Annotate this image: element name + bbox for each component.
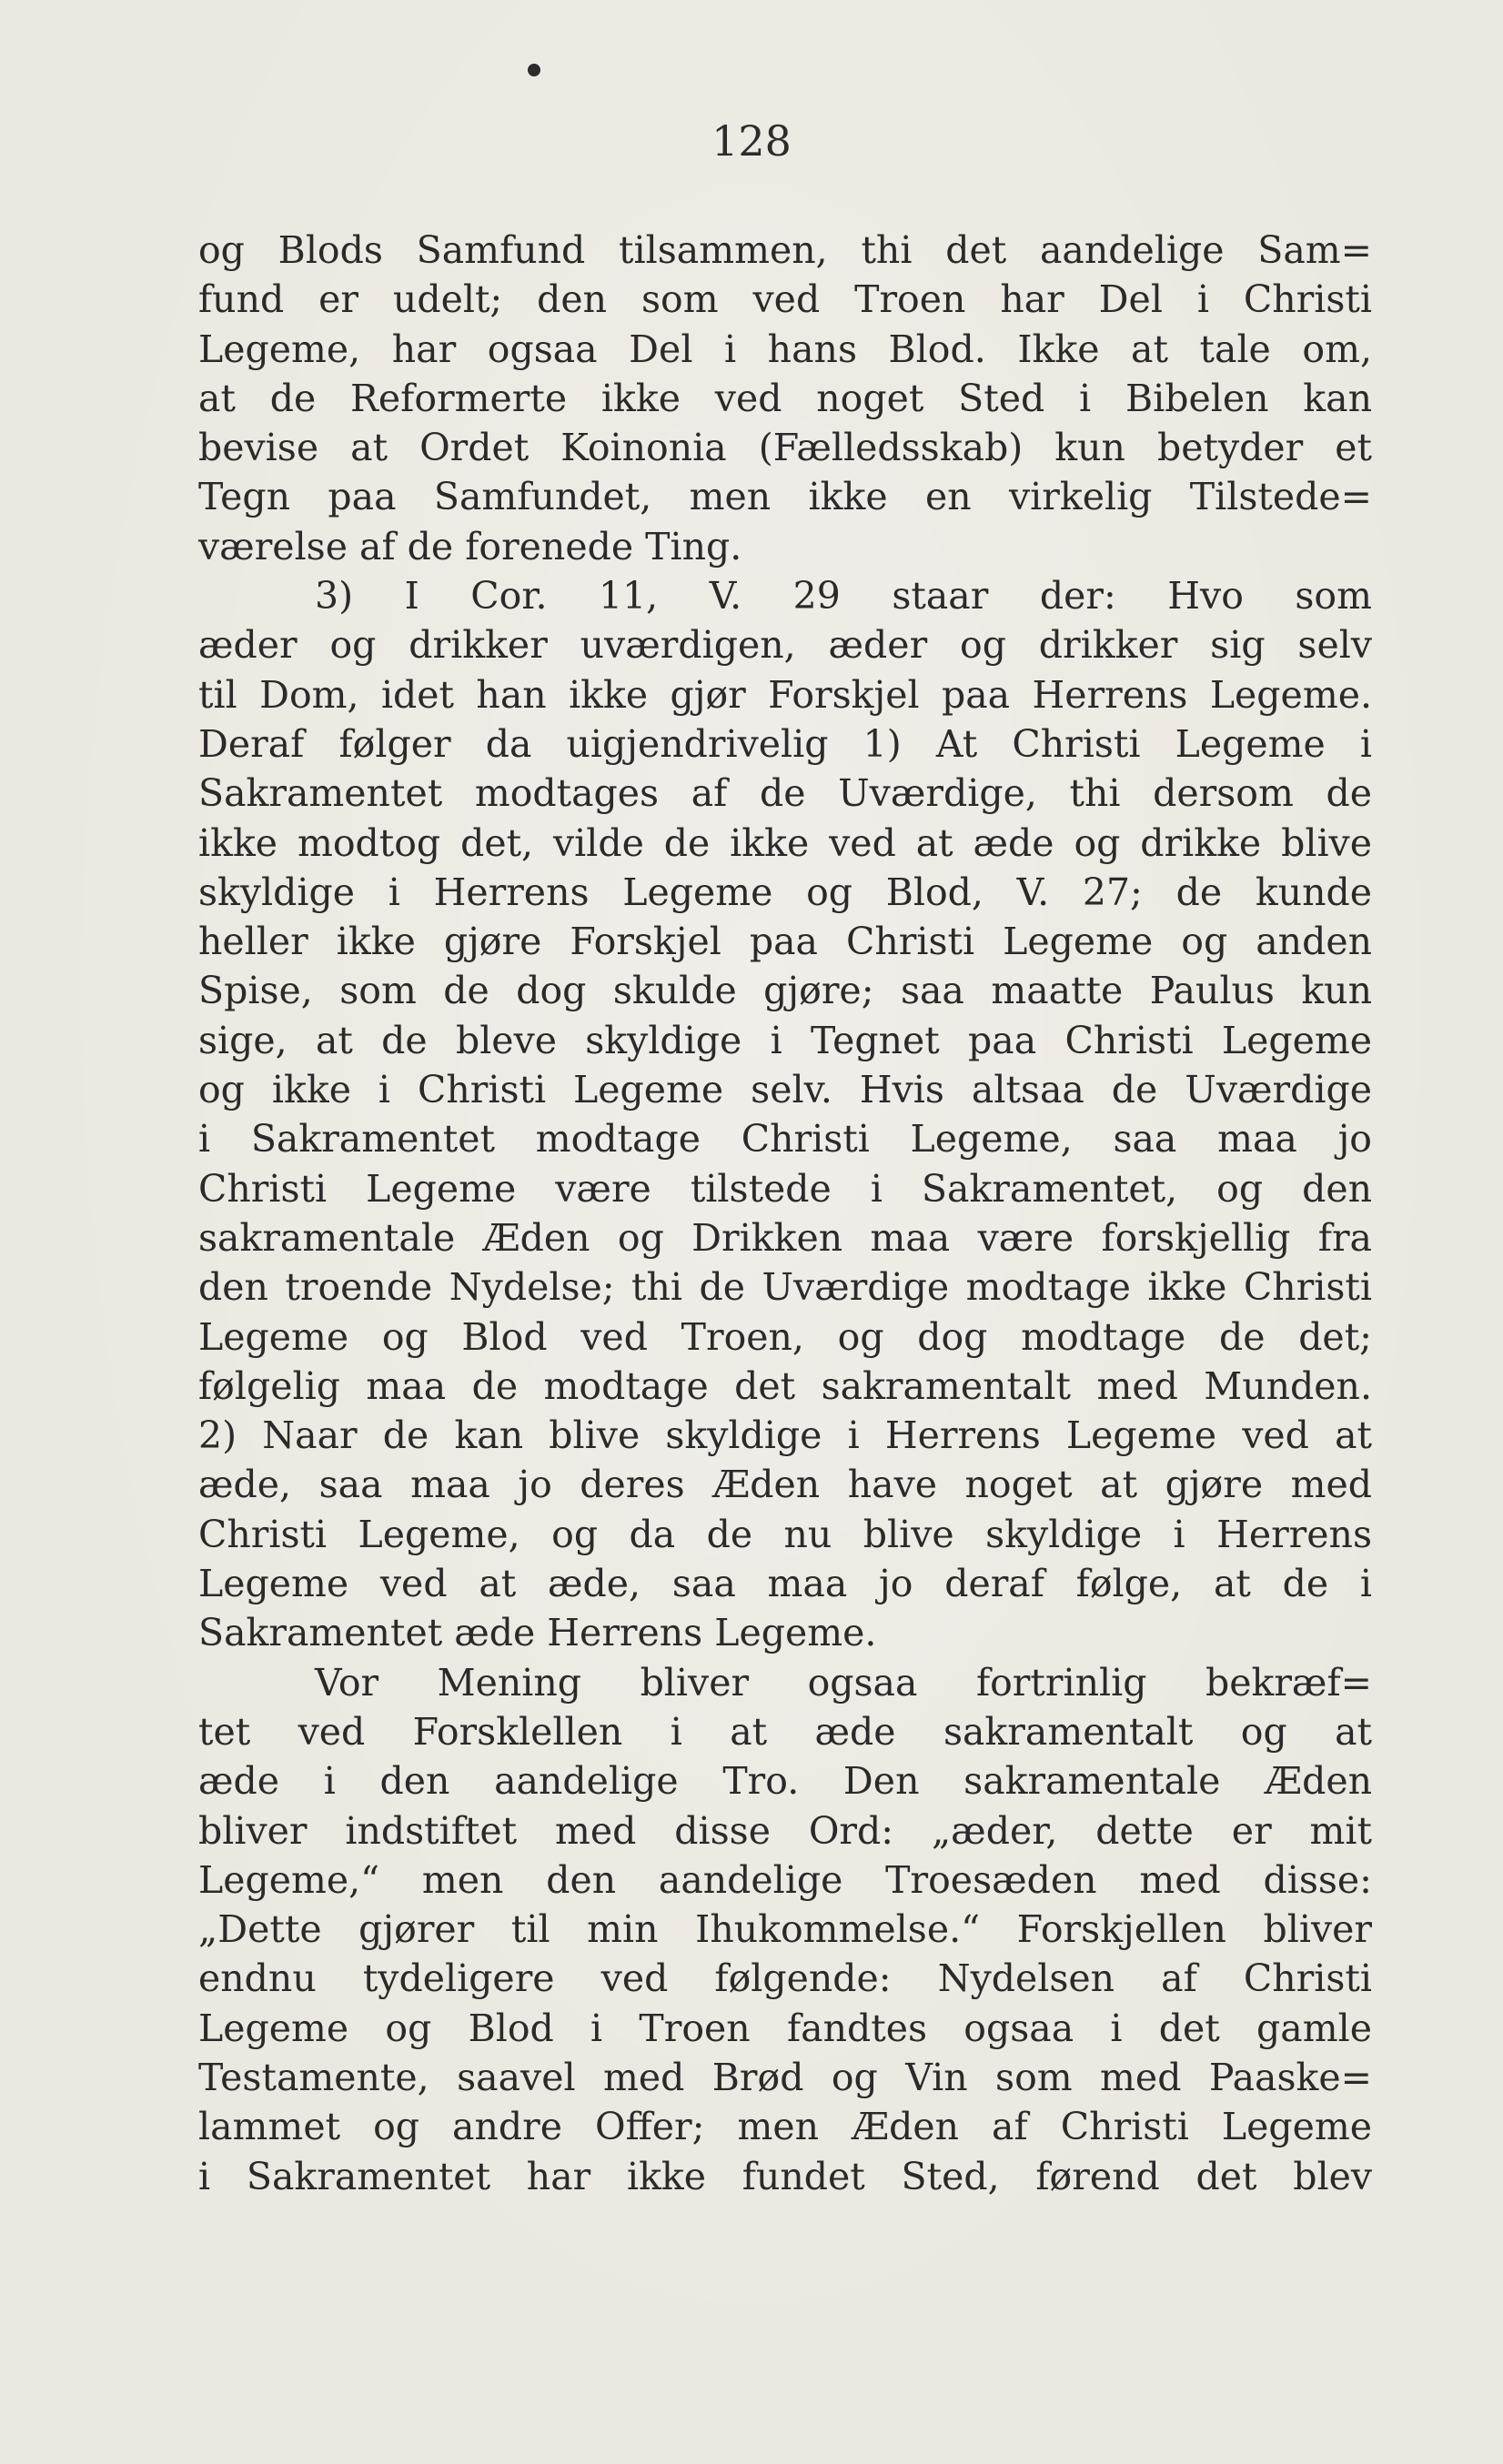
text-line: Sakramentet modtages af de Uværdige, thi dersom de xyxy=(198,771,1372,816)
text-line: heller ikke gjøre Forskjel paa Christi Legeme og anden xyxy=(198,920,1372,964)
text-line: bevise at Ordet Koinonia (Fælledsskab) kun betyder et xyxy=(198,426,1372,470)
text-line: Spise, som de dog skulde gjøre; saa maatte Paulus kun xyxy=(198,969,1372,1013)
text-line: tet ved Forsklellen i at æde sakramentalt og at xyxy=(198,1709,1372,1754)
text-line: bliver indstiftet med disse Ord: „æder, dette er mit xyxy=(198,1808,1372,1853)
text-line: æder og drikker uværdigen, æder og drikker sig selv xyxy=(198,623,1372,668)
text-line: fund er udelt; den som ved Troen har Del i Christi xyxy=(198,277,1372,322)
text-line: Deraf følger da uigjendrivelig 1) At Christi Legeme i xyxy=(198,721,1372,766)
text-line: Testamente, saavel med Brød og Vin som med Paaske= xyxy=(198,2055,1372,2099)
text-line: Vor Mening bliver ogsaa fortrinlig bekræf= xyxy=(315,1660,1372,1705)
page-number: 128 xyxy=(711,116,792,166)
text-line: „Dette gjører til min Ihukommelse.“ Forskjellen bliver xyxy=(198,1907,1372,1952)
text-line: lammet og andre Offer; men Æden af Christi Legeme xyxy=(198,2105,1372,2149)
text-line: Legeme, har ogsaa Del i hans Blod. Ikke at tale om, xyxy=(198,327,1372,371)
text-line: Sakramentet æde Herrens Legeme. xyxy=(198,1611,877,1655)
ink-dot xyxy=(528,64,540,76)
text-line: Christi Legeme være tilstede i Sakramentet, og den xyxy=(198,1166,1372,1211)
text-line: ikke modtog det, vilde de ikke ved at æde og drikke blive xyxy=(198,820,1372,865)
text-line: 2) Naar de kan blive skyldige i Herrens Legeme ved at xyxy=(198,1413,1372,1458)
text-line: 3) I Cor. 11, V. 29 staar der: Hvo som xyxy=(315,574,1372,619)
text-line: følgelig maa de modtage det sakramentalt med Munden. xyxy=(198,1363,1372,1408)
text-line: Legeme og Blod ved Troen, og dog modtage de det; xyxy=(198,1314,1372,1359)
text-line: æde i den aandelige Tro. Den sakramentale Æden xyxy=(198,1759,1372,1804)
text-line: Tegn paa Samfundet, men ikke en virkelig Tilstede= xyxy=(198,475,1372,519)
text-line: værelse af de forenede Ting. xyxy=(198,524,742,568)
text-line: at de Reformerte ikke ved noget Sted i Bibelen kan xyxy=(198,376,1372,420)
text-line: sige, at de bleve skyldige i Tegnet paa Christi Legeme xyxy=(198,1018,1372,1062)
text-line: og Blods Samfund tilsammen, thi det aandelige Sam= xyxy=(198,228,1372,272)
text-line: den troende Nydelse; thi de Uværdige modtage ikke Christi xyxy=(198,1265,1372,1310)
body-text xyxy=(198,226,1372,2201)
text-line: endnu tydeligere ved følgende: Nydelsen af Christi xyxy=(198,1956,1372,2001)
text-line: Legeme ved at æde, saa maa jo deraf følge, at de i xyxy=(198,1562,1372,1606)
text-line: Legeme og Blod i Troen fandtes ogsaa i det gamle xyxy=(198,2006,1372,2050)
text-line: til Dom, idet han ikke gjør Forskjel paa Herrens Legeme. xyxy=(198,672,1372,717)
text-line: sakramentale Æden og Drikken maa være forskjellig fra xyxy=(198,1215,1372,1260)
text-line: æde, saa maa jo deres Æden have noget at gjøre med xyxy=(198,1463,1372,1507)
text-line: skyldige i Herrens Legeme og Blod, V. 27; de kunde xyxy=(198,870,1372,914)
text-line: i Sakramentet modtage Christi Legeme, saa maa jo xyxy=(198,1117,1372,1162)
text-line: og ikke i Christi Legeme selv. Hvis altsaa de Uværdige xyxy=(198,1068,1372,1112)
text-line: Legeme,“ men den aandelige Troesæden med disse: xyxy=(198,1857,1372,1902)
text-line: Christi Legeme, og da de nu blive skyldige i Herrens xyxy=(198,1512,1372,1556)
text-line: i Sakramentet har ikke fundet Sted, førend det blev xyxy=(198,2154,1372,2198)
